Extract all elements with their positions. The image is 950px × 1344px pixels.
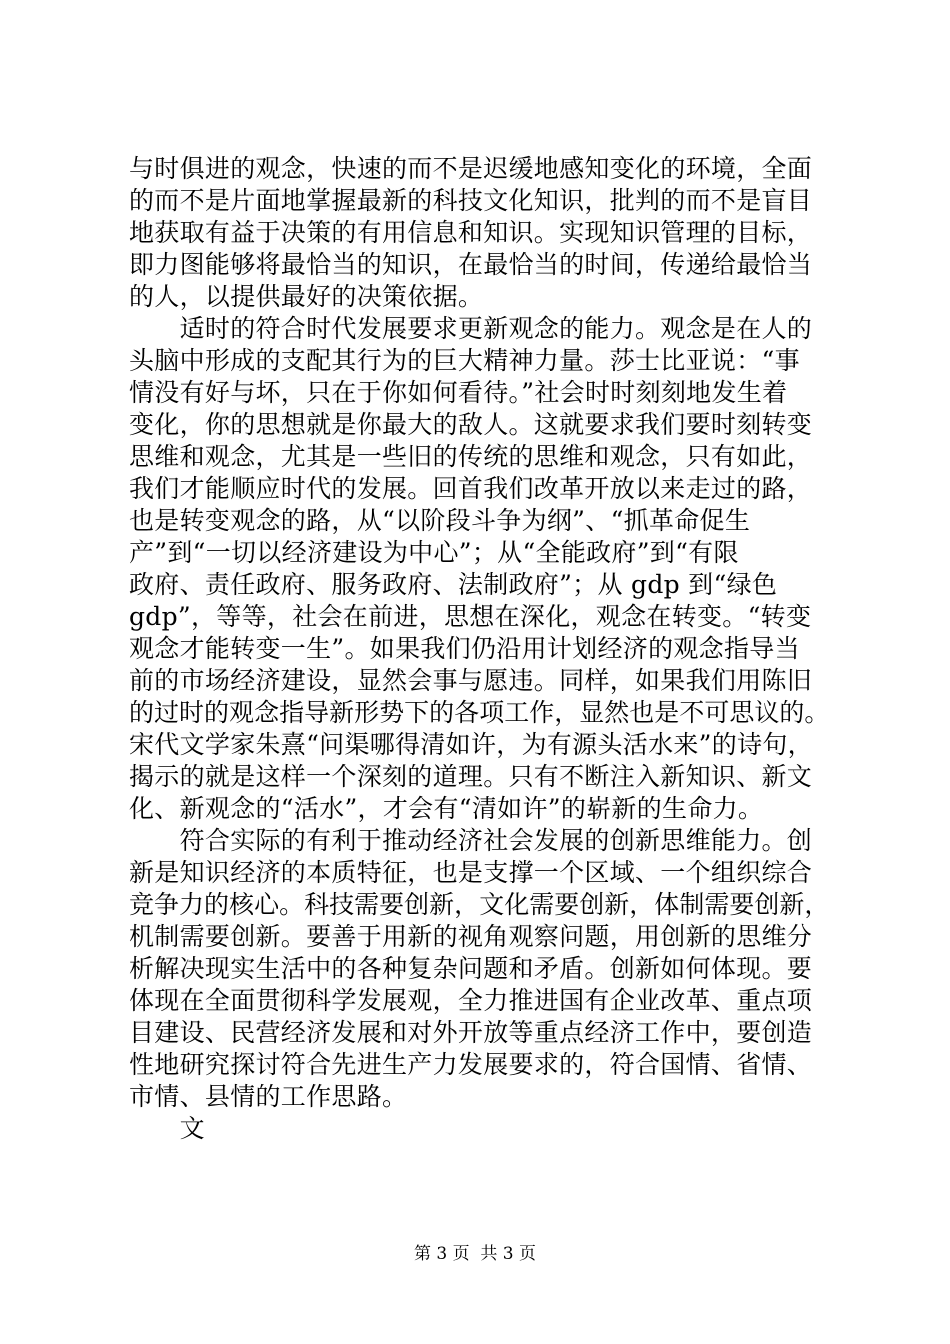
text-line: 市情、县情的工作思路。 — [129, 1082, 408, 1111]
text-line: 地获取有益于决策的有用信息和知识。实现知识管理的目标， — [129, 218, 813, 247]
text-line: 竞争力的核心。科技需要创新，文化需要创新，体制需要创新， — [129, 890, 830, 919]
text-line: 性地研究探讨符合先进生产力发展要求的，符合国情、省情、 — [129, 1050, 813, 1079]
text-line: 适时的符合时代发展要求更新观念的能力。观念是在人的 — [129, 314, 813, 343]
text-line: 的过时的观念指导新形势下的各项工作，显然也是不可思议的。 — [129, 698, 830, 727]
text-line: 的人，以提供最好的决策依据。 — [129, 282, 484, 311]
text-line: 目建设、民营经济发展和对外开放等重点经济工作中，要创造 — [129, 1018, 813, 1047]
text-line: 与时俱进的观念，快速的而不是迟缓地感知变化的环境，全面 — [129, 154, 813, 183]
text-line: 我们才能顺应时代的发展。回首我们改革开放以来走过的路， — [129, 474, 813, 503]
page-footer: 第 3 页 共 3 页 — [413, 1244, 537, 1264]
text-line: 产”到“一切以经济建设为中心”；从“全能政府”到“有限 — [129, 538, 739, 567]
text-line: 也是转变观念的路，从“以阶段斗争为纲”、“抓革命促生 — [129, 506, 751, 535]
text-line: 体现在全面贯彻科学发展观，全力推进国有企业改革、重点项 — [129, 986, 813, 1015]
text-line: 揭示的就是这样一个深刻的道理。只有不断注入新知识、新文 — [129, 762, 813, 791]
body-text — [129, 153, 829, 1145]
text-line: 情没有好与坏，只在于你如何看待。”社会时时刻刻地发生着 — [129, 378, 788, 407]
text-line: 即力图能够将最恰当的知识，在最恰当的时间，传递给最恰当 — [129, 250, 813, 279]
text-line: 变化，你的思想就是你最大的敌人。这就要求我们要时刻转变 — [129, 410, 813, 439]
text-line: 政府、责任政府、服务政府、法制政府”；从 gdp 到“绿色 — [129, 570, 778, 599]
text-line: 新是知识经济的本质特征，也是支撑一个区域、一个组织综合 — [129, 858, 813, 887]
text-line: 机制需要创新。要善于用新的视角观察问题，用创新的思维分 — [129, 922, 813, 951]
text-line: 析解决现实生活中的各种复杂问题和矛盾。创新如何体现。要 — [129, 954, 813, 983]
text-line: gdp”，等等，社会在前进，思想在深化，观念在转变。“转变 — [129, 602, 812, 631]
text-line: 化、新观念的“活水”，才会有“清如许”的崭新的生命力。 — [129, 794, 764, 823]
text-line: 文 — [129, 1114, 205, 1143]
text-line: 头脑中形成的支配其行为的巨大精神力量。莎士比亚说：“事 — [129, 346, 800, 375]
text-line: 宋代文学家朱熹“问渠哪得清如许，为有源头活水来”的诗句， — [129, 730, 813, 759]
text-line: 的而不是片面地掌握最新的科技文化知识，批判的而不是盲目 — [129, 186, 813, 215]
text-line: 观念才能转变一生”。如果我们仍沿用计划经济的观念指导当 — [129, 634, 800, 663]
text-line: 符合实际的有利于推动经济社会发展的创新思维能力。创 — [129, 826, 813, 855]
text-line: 思维和观念，尤其是一些旧的传统的思维和观念，只有如此， — [129, 442, 813, 471]
text-line: 前的市场经济建设，显然会事与愿违。同样，如果我们用陈旧 — [129, 666, 813, 695]
